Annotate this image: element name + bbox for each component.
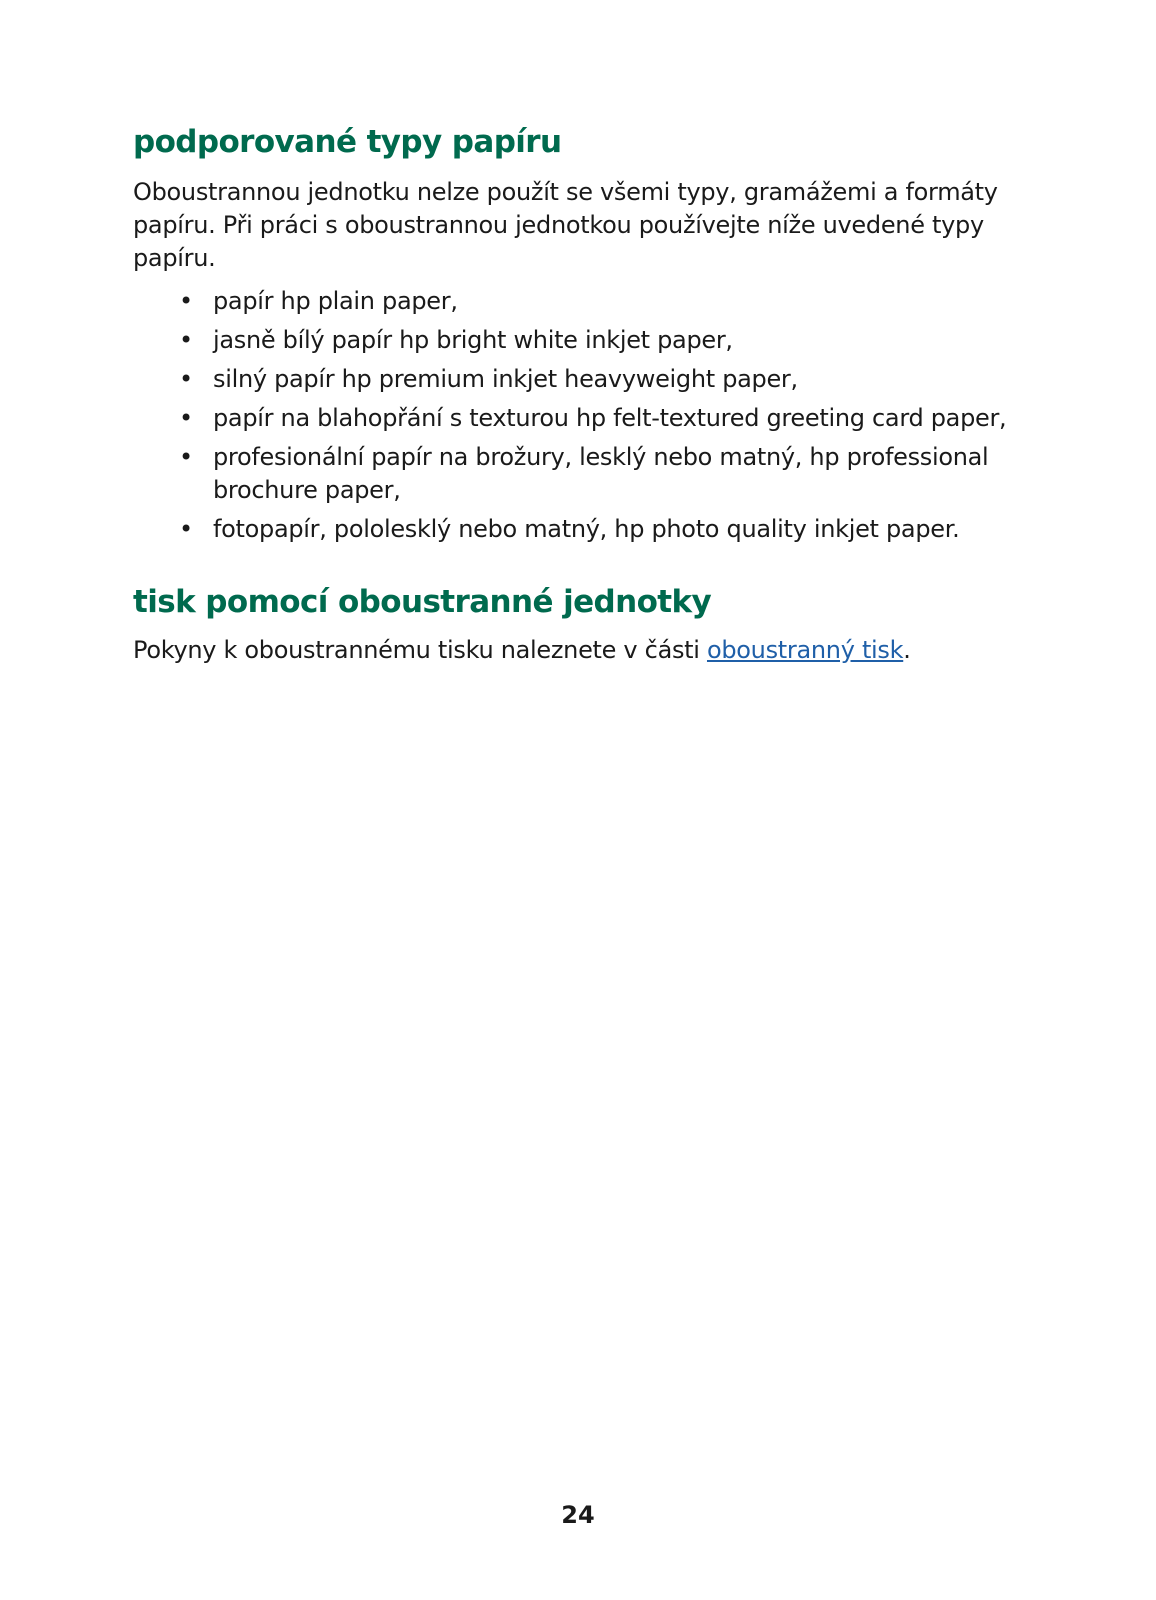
bullet-icon: • — [179, 515, 193, 543]
list-item — [179, 285, 1013, 318]
section-title-duplex-printing: tisk pomocí oboustranné jednotky — [133, 584, 712, 620]
paper-type-list — [133, 285, 1013, 546]
list-item — [179, 441, 1013, 507]
bullet-icon: • — [179, 287, 193, 315]
list-item-text: papír na blahopřání s texturou hp felt-textured greeting card paper, — [213, 404, 1007, 432]
bullet-icon: • — [179, 326, 193, 354]
list-item-text: silný papír hp premium inkjet heavyweight paper, — [213, 365, 798, 393]
page-number: 24 — [561, 1501, 595, 1529]
section-title-supported-paper: podporované typy papíru — [133, 124, 562, 160]
list-item — [179, 324, 1013, 357]
bullet-icon: • — [179, 443, 193, 471]
instructions-text: Pokyny k oboustrannému tisku naleznete v části — [133, 636, 707, 664]
list-item-text: papír hp plain paper, — [213, 287, 458, 315]
list-item-text: fotopapír, pololesklý nebo matný, hp photo quality inkjet paper. — [213, 515, 960, 543]
bullet-icon: • — [179, 365, 193, 393]
duplex-instructions-paragraph — [133, 634, 1013, 667]
list-item — [179, 402, 1013, 435]
section-intro-paragraph: Oboustrannou jednotku nelze použít se všemi typy, gramážemi a formáty papíru. Při práci s oboustrannou jednotkou používejte níže uvedené typy papíru. — [133, 178, 998, 272]
instructions-period: . — [903, 636, 911, 664]
list-item — [179, 363, 1013, 396]
bullet-icon: • — [179, 404, 193, 432]
duplex-printing-link[interactable]: oboustranný tisk — [706, 636, 904, 664]
list-item-text: profesionální papír na brožury, lesklý nebo matný, hp professional brochure paper, — [213, 443, 989, 504]
list-item — [179, 513, 1013, 546]
page-content — [133, 122, 1013, 667]
list-item-text: jasně bílý papír hp bright white inkjet paper, — [213, 326, 733, 354]
